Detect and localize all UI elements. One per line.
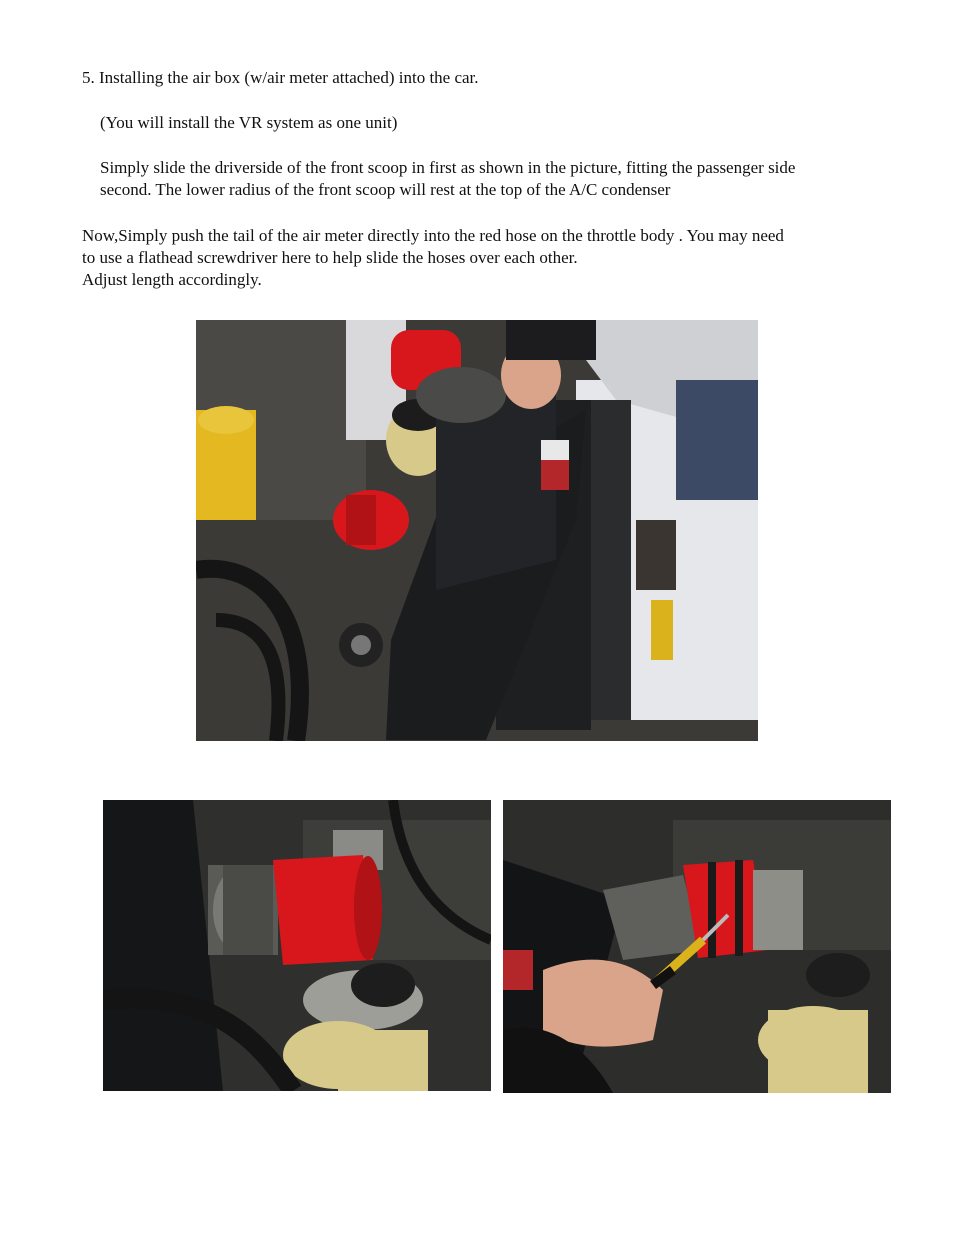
step-heading: 5. Installing the air box (w/air meter attached) into the car. bbox=[82, 68, 479, 87]
followup-line-2: to use a flathead screwdriver here to help slide the hoses over each other. bbox=[82, 248, 578, 267]
air-box-install-illustration bbox=[196, 320, 758, 741]
air-box-install-photo bbox=[196, 320, 758, 741]
screwdriver-hose-photo bbox=[503, 800, 891, 1093]
red-hose-illustration bbox=[103, 800, 491, 1091]
instruction-line-1: Simply slide the driverside of the front scoop in first as shown in the picture, fitting the passenger side bbox=[100, 158, 796, 177]
screwdriver-hose-illustration bbox=[503, 800, 891, 1093]
followup-line-1: Now,Simply push the tail of the air meter directly into the red hose on the throttle body . You may need bbox=[82, 226, 784, 245]
instruction-line-2: second. The lower radius of the front scoop will rest at the top of the A/C condenser bbox=[100, 180, 671, 199]
step-note: (You will install the VR system as one unit) bbox=[100, 113, 398, 132]
red-hose-throttle-body-photo bbox=[103, 800, 491, 1091]
followup-line-3: Adjust length accordingly. bbox=[82, 270, 262, 289]
